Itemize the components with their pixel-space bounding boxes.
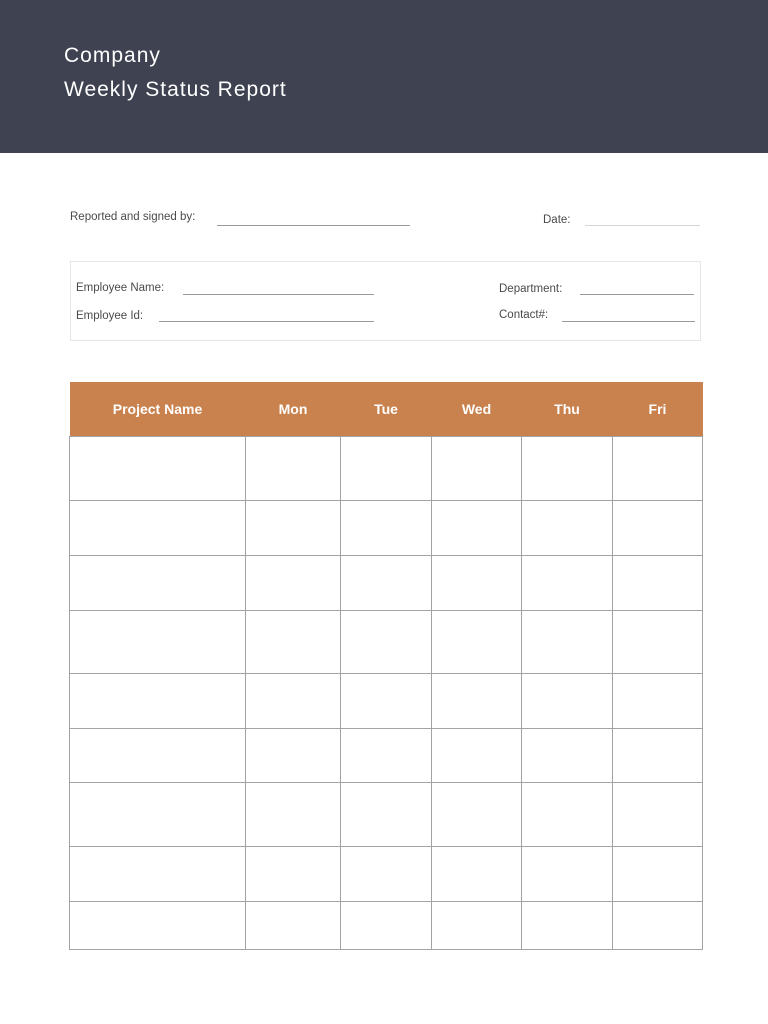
column-header-fri: Fri [613,382,703,437]
table-cell[interactable] [613,674,703,729]
table-cell[interactable] [70,437,246,501]
table-cell[interactable] [432,847,522,902]
table-cell[interactable] [613,783,703,847]
table-cell[interactable] [70,783,246,847]
table-cell[interactable] [432,501,522,556]
report-header [0,0,768,153]
table-cell[interactable] [432,902,522,950]
company-name: Company [64,44,161,67]
table-cell[interactable] [341,902,432,950]
employee-name-label: Employee Name: [76,282,165,294]
column-header-mon: Mon [246,382,341,437]
table-row [70,556,703,611]
table-cell[interactable] [522,501,613,556]
reported-by-label: Reported and signed by: [70,211,196,223]
table-cell[interactable] [432,556,522,611]
table-cell[interactable] [70,847,246,902]
table-cell[interactable] [246,847,341,902]
table-cell[interactable] [613,729,703,783]
table-cell[interactable] [522,437,613,501]
table-cell[interactable] [613,847,703,902]
table-row [70,902,703,950]
table-cell[interactable] [613,556,703,611]
table-header-row [70,382,703,437]
department-label: Department: [499,283,563,295]
table-row [70,729,703,783]
table-cell[interactable] [341,501,432,556]
column-header-thu: Thu [522,382,613,437]
table-cell[interactable] [522,902,613,950]
table-cell[interactable] [522,611,613,674]
table-cell[interactable] [341,847,432,902]
table-cell[interactable] [70,729,246,783]
weekly-schedule-table [69,382,703,950]
table-cell[interactable] [246,902,341,950]
employee-id-field[interactable] [159,321,374,322]
table-cell[interactable] [432,783,522,847]
table-cell[interactable] [246,783,341,847]
table-cell[interactable] [70,556,246,611]
table-row [70,437,703,501]
table-cell[interactable] [432,729,522,783]
table-cell[interactable] [70,674,246,729]
table-cell[interactable] [522,556,613,611]
table-cell[interactable] [246,674,341,729]
table-cell[interactable] [246,501,341,556]
employee-name-field[interactable] [183,294,374,295]
table-row [70,501,703,556]
table-cell[interactable] [522,783,613,847]
table-cell[interactable] [522,729,613,783]
table-row [70,674,703,729]
report-title: Weekly Status Report [64,78,287,101]
contact-field[interactable] [562,321,695,322]
table-row [70,783,703,847]
table-cell[interactable] [246,437,341,501]
department-field[interactable] [580,294,694,295]
table-row [70,611,703,674]
column-header-wed: Wed [432,382,522,437]
table-cell[interactable] [70,611,246,674]
contact-label: Contact#: [499,309,549,321]
table-row [70,847,703,902]
reported-by-field[interactable] [217,225,410,226]
table-cell[interactable] [246,556,341,611]
table-cell[interactable] [70,902,246,950]
table-cell[interactable] [246,729,341,783]
table-cell[interactable] [341,437,432,501]
table-cell[interactable] [613,437,703,501]
table-cell[interactable] [341,611,432,674]
table-cell[interactable] [341,729,432,783]
column-header-project-name: Project Name [70,382,246,437]
table-cell[interactable] [613,902,703,950]
table-cell[interactable] [613,611,703,674]
table-cell[interactable] [70,501,246,556]
table-cell[interactable] [432,611,522,674]
date-label: Date: [543,214,571,226]
table-cell[interactable] [522,847,613,902]
employee-id-label: Employee Id: [76,310,144,322]
table-cell[interactable] [246,611,341,674]
table-cell[interactable] [432,437,522,501]
table-cell[interactable] [341,674,432,729]
table-cell[interactable] [522,674,613,729]
table-cell[interactable] [613,501,703,556]
table-cell[interactable] [341,783,432,847]
date-field[interactable] [585,225,700,226]
table-cell[interactable] [432,674,522,729]
table-cell[interactable] [341,556,432,611]
employee-info-box [70,261,701,341]
column-header-tue: Tue [341,382,432,437]
